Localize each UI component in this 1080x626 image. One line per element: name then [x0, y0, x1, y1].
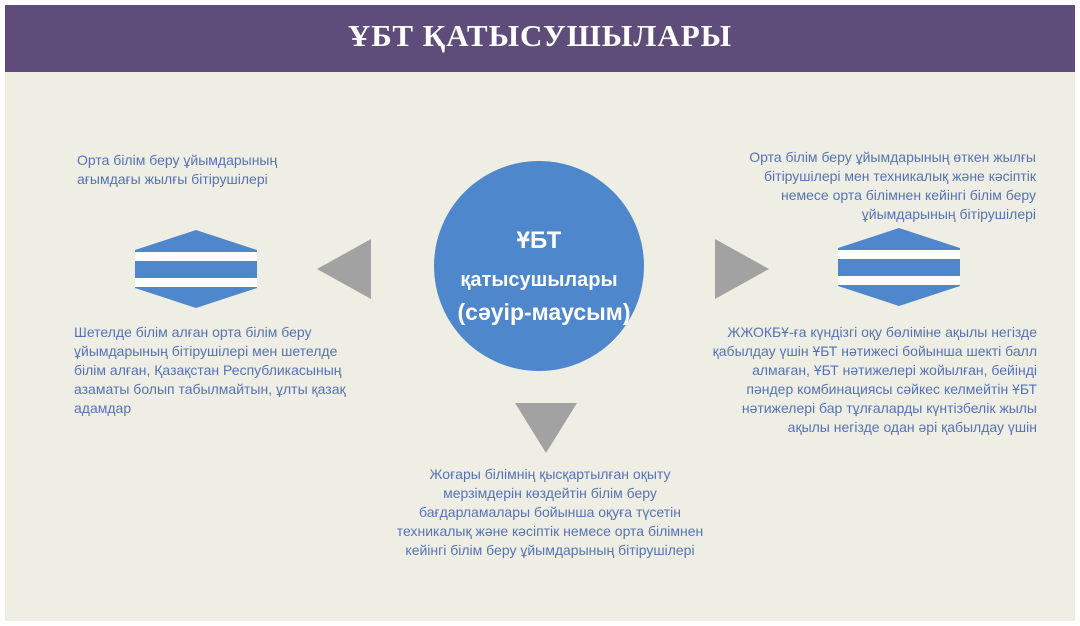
right-top-text: [645, 148, 1036, 224]
text-line: Орта білім беру ұйымдарының: [77, 152, 278, 168]
center-circle: [434, 161, 644, 371]
text-line: Жоғары білімнің қысқартылған оқыту: [429, 466, 671, 482]
text-line: Шетелде білім алған орта білім беру: [74, 324, 312, 340]
text-line: пәндер комбинациясы сәйкес келмейтін ҰБТ: [746, 381, 1037, 397]
text-line: нәтижелері бар тұлғаларды күнтізбелік жылы: [741, 400, 1037, 416]
hexagon-bars-icon: [838, 228, 960, 306]
text-line: Орта білім беру ұйымдарының өткен жылғы: [749, 149, 1036, 165]
header-bar: [5, 5, 1075, 72]
left-top-text: [77, 151, 377, 189]
bottom-text: [360, 465, 740, 560]
text-line: қабылдау үшін ҰБТ нәтижесі бойынша шекті балл: [712, 343, 1037, 359]
left-bottom-text: [74, 323, 414, 418]
text-line: ұйымдарының бітірушілері: [861, 206, 1036, 222]
text-line: кейінгі білім беру ұйымдарының бітірушілері: [405, 542, 695, 558]
circle-subtitle: қатысушылары: [460, 269, 618, 291]
text-line: адамдар: [74, 400, 132, 416]
text-line: техникалық және кәсіптік немесе орта білімнен: [396, 523, 704, 539]
text-line: ақылы негізде одан әрі қабылдау үшін: [787, 419, 1037, 435]
text-line: ағымдағы жылғы бітірушілері: [77, 171, 268, 187]
text-line: алмаған, ҰБТ нәтижелері жойылған, бейінді: [752, 362, 1037, 378]
text-line: бітірушілері мен техникалық және кәсіптік: [764, 168, 1036, 184]
hexagon-bars-icon: [135, 230, 257, 308]
circle-title: ҰБТ: [516, 227, 562, 254]
text-line: білім алған, Қазақстан Республикасының: [74, 362, 342, 378]
page-title: ҰБТ ҚАТЫСУШЫЛАРЫ: [347, 18, 733, 53]
triangle-right-icon: [715, 239, 769, 299]
triangle-left-icon: [317, 239, 371, 299]
text-line: мерзімдерін көздейтін білім беру: [443, 485, 657, 501]
right-bottom-text: [625, 323, 1037, 437]
slide: [5, 5, 1075, 621]
text-line: немесе орта білімнен кейінгі білім беру: [780, 187, 1036, 203]
text-line: бағдарламалары бойынша оқуға түсетін: [419, 504, 681, 520]
triangle-down-icon: [515, 403, 577, 453]
circle-period: (сәуір-маусым): [457, 299, 631, 325]
text-line: азаматы болып табылмайтын, ұлты қазақ: [74, 381, 346, 397]
text-line: ЖЖОКБҰ-ға күндізгі оқу бөліміне ақылы негізде: [727, 324, 1037, 340]
text-line: ұйымдарының бітірушілері мен шетелде: [74, 343, 338, 359]
